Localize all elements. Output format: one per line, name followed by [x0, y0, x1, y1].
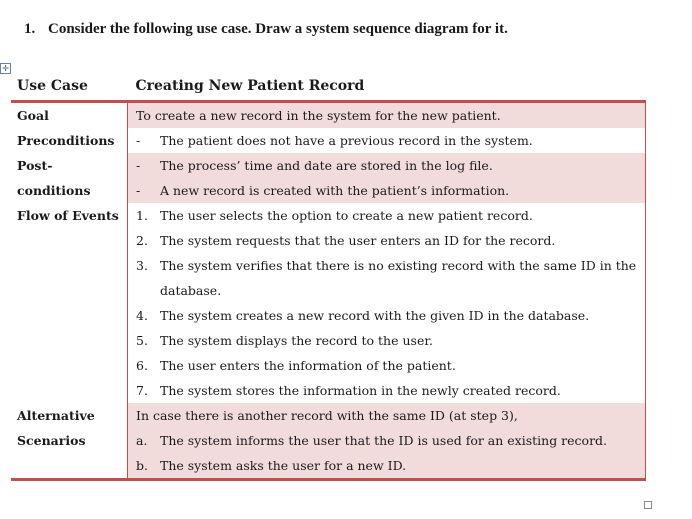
step-text: The system creates a new record with the given ID in the database. [160, 308, 590, 323]
preconditions-row [11, 128, 646, 153]
flow-step [136, 203, 645, 228]
preconditions-label: Preconditions [17, 133, 115, 148]
question-heading [24, 21, 508, 38]
postconditions-row [11, 153, 646, 203]
step-number: 7. [136, 383, 148, 398]
alternative-text: The system informs the user that the ID is used for an existing record. [160, 433, 608, 448]
step-text: The system stores the information in the newly created record. [160, 383, 561, 398]
list-marker: a. [136, 433, 148, 448]
flow-step [136, 228, 645, 253]
postcondition-item [136, 153, 645, 178]
alternative-item [136, 453, 645, 478]
alternative-intro: In case there is another record with the same ID (at step 3), [136, 408, 518, 423]
alternative-label-line2: Scenarios [17, 433, 86, 448]
flow-step [136, 328, 645, 353]
step-text: The user selects the option to create a new patient record. [160, 208, 533, 223]
step-text: The system verifies that there is no existing record with the same ID in the database. [160, 258, 637, 298]
flow-label: Flow of Events [17, 208, 119, 223]
list-marker: - [136, 183, 141, 198]
question-text: Consider the following use case. Draw a system sequence diagram for it. [48, 21, 508, 37]
step-text: The system requests that the user enters an ID for the record. [160, 233, 556, 248]
step-number: 3. [136, 258, 148, 273]
table-move-handle-icon[interactable]: ✛ [0, 63, 11, 74]
postconditions-label-line1: Post- [17, 158, 53, 173]
use-case-table [11, 72, 646, 481]
alternative-item [136, 428, 645, 453]
flow-step [136, 253, 645, 303]
alternative-scenarios-row [11, 403, 646, 480]
header-label: Use Case [11, 72, 128, 102]
goal-value: To create a new record in the system for the new patient. [136, 108, 501, 123]
step-text: The user enters the information of the patient. [160, 358, 456, 373]
precondition-text: The patient does not have a previous record in the system. [160, 133, 533, 148]
goal-label: Goal [17, 108, 49, 123]
header-value: Creating New Patient Record [128, 72, 646, 102]
list-marker: - [136, 158, 141, 173]
postcondition-text: The process’ time and date are stored in the log file. [160, 158, 493, 173]
step-number: 1. [136, 208, 148, 223]
step-number: 6. [136, 358, 148, 373]
flow-step [136, 303, 645, 328]
postconditions-label-line2: conditions [17, 183, 91, 198]
postcondition-text: A new record is created with the patient’s information. [160, 183, 510, 198]
postcondition-item [136, 178, 645, 203]
list-marker: - [136, 133, 141, 148]
flow-of-events-row [11, 203, 646, 403]
list-marker: b. [136, 458, 148, 473]
question-number: 1. [24, 21, 36, 37]
table-header-row [11, 72, 646, 102]
step-number: 2. [136, 233, 148, 248]
flow-step [136, 378, 645, 403]
goal-row [11, 102, 646, 129]
alternative-label-line1: Alternative [17, 408, 95, 423]
flow-step [136, 353, 645, 378]
alternative-text: The system asks the user for a new ID. [160, 458, 407, 473]
step-text: The system displays the record to the user. [160, 333, 433, 348]
step-number: 4. [136, 308, 148, 323]
precondition-item [136, 128, 645, 153]
table-resize-handle-icon[interactable] [644, 501, 652, 509]
step-number: 5. [136, 333, 148, 348]
